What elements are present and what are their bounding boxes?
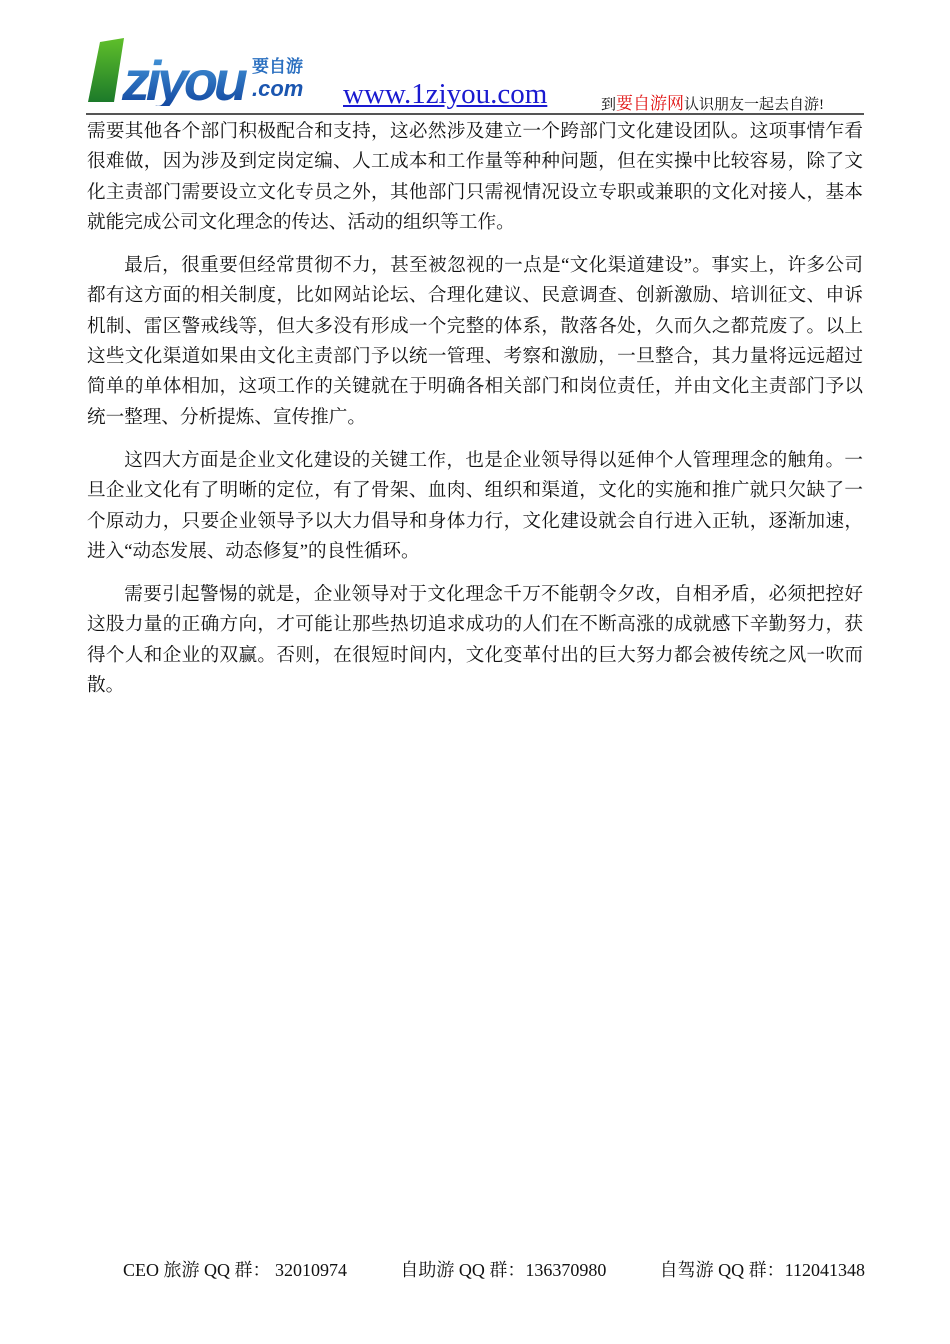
paragraph: 最后，很重要但经常贯彻不力，甚至被忽视的一点是“文化渠道建设”。事实上，许多公司都有这方面的相关制度，比如网站论坛、合理化建议、民意调查、创新激励、培训征文、申诉机制、雷区警戒线等，但大多没有形成一个完整的体系，散落各处，久而久之都荒废了。以上这些文化渠道如果由文化主责部门予以统一管理、考察和激励，一旦整合，其力量将远远超过简单的单体相加，这项工作的关键就在于明确各相关部门和岗位责任，并由文化主责部门予以统一整理、分析提炼、宣传推广。 <box>87 255 863 428</box>
site-url-link[interactable]: www.1ziyou.com <box>343 78 548 110</box>
paragraph: 需要其他各个部门积极配合和支持，这必然涉及建立一个跨部门文化建设团队。这项事情乍看很难做，因为涉及到定岗定编、人工成本和工作量等种种问题，但在实操中比较容易，除了文化主责部门需要设立文化专员之外，其他部门只需视情况设立专职或兼职的文化对接人，基本就能完成公司文化理念的传达、活动的组织等工作。 <box>87 121 863 233</box>
footer-ceo-group: CEO 旅游 QQ 群： 32010974 <box>123 1260 347 1280</box>
header-slogan <box>601 89 824 114</box>
footer-self-help-group: 自助游 QQ 群：136370980 <box>400 1260 607 1280</box>
svg-text:.com: .com <box>252 76 304 101</box>
footer-self-drive-group: 自驾游 QQ 群：112041348 <box>659 1260 865 1280</box>
footer-qq-groups <box>123 1256 865 1282</box>
slogan-suffix: 认识朋友一起去自游! <box>684 97 825 113</box>
header-divider <box>86 113 864 115</box>
slogan-prefix: 到 <box>601 97 617 113</box>
document-body <box>87 117 863 714</box>
svg-text:ziyou: ziyou <box>122 49 248 106</box>
site-logo[interactable] <box>86 34 311 106</box>
slogan-brand: 要自游网 <box>616 94 685 113</box>
paragraph: 需要引起警惕的就是，企业领导对于文化理念千万不能朝令夕改，自相矛盾，必须把控好这股力量的正确方向，才可能让那些热切追求成功的人们在不断高涨的成就感下辛勤努力，获得个人和企业的双赢。否则，在很短时间内，文化变革付出的巨大努力都会被传统之风一吹而散。 <box>87 584 863 697</box>
paragraph: 这四大方面是企业文化建设的关键工作，也是企业领导得以延伸个人管理理念的触角。一旦企业文化有了明晰的定位，有了骨架、血肉、组织和渠道，文化的实施和推广就只欠缺了一个原动力，只要企业领导予以大力倡导和身体力行，文化建设就会自行进入正轨，逐渐加速，进入“动态发展、动态修复”的良性循环。 <box>87 449 863 562</box>
svg-text:要自游: 要自游 <box>252 57 303 76</box>
